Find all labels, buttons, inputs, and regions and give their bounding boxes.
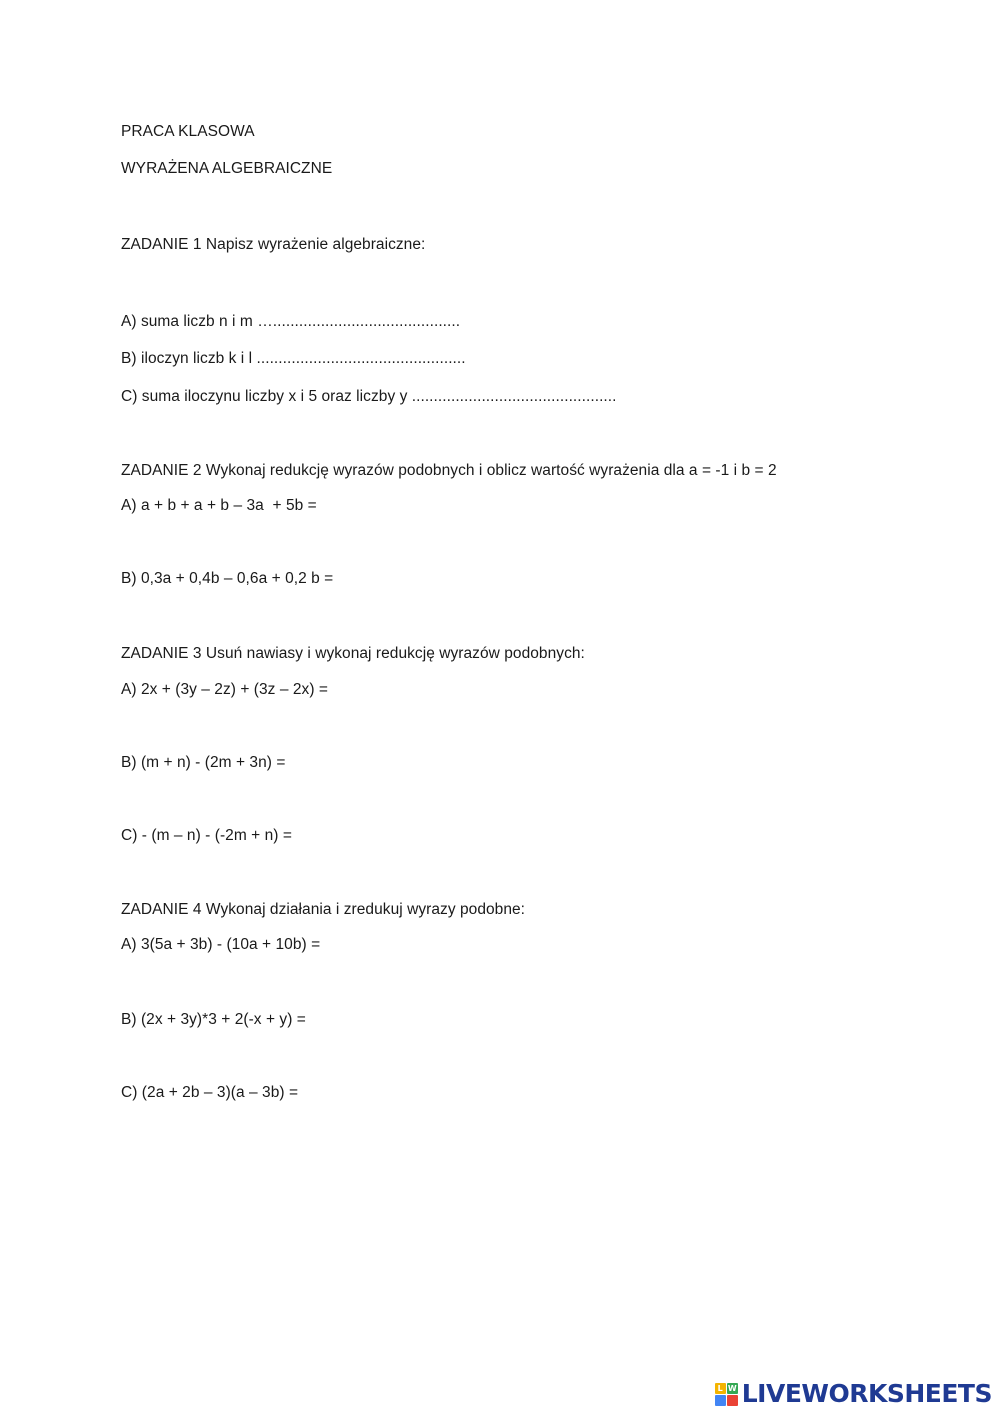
task4-heading: ZADANIE 4 Wykonaj działania i zredukuj wyrazy podobne: <box>121 901 526 918</box>
task3-item-c: C) - (m – n) - (-2m + n) = <box>121 827 292 844</box>
logo-cell <box>727 1395 738 1406</box>
task1-item-c: C) suma iloczynu liczby x i 5 oraz liczby y ............................................... <box>121 388 617 405</box>
liveworksheets-watermark <box>715 1379 992 1409</box>
task1-item-b: B) iloczyn liczb k i l ................................................ <box>121 350 466 367</box>
logo-cell <box>715 1395 726 1406</box>
document-title: PRACA KLASOWA <box>121 123 255 140</box>
task4-item-c: C) (2a + 2b – 3)(a – 3b) = <box>121 1084 299 1101</box>
document-subtitle: WYRAŻENA ALGEBRAICZNE <box>121 160 333 177</box>
task1-heading: ZADANIE 1 Napisz wyrażenie algebraiczne: <box>121 236 426 253</box>
liveworksheets-brand-text: LIVEWORKSHEETS <box>741 1379 992 1408</box>
liveworksheets-logo-icon <box>715 1383 738 1406</box>
task3-item-a: A) 2x + (3y – 2z) + (3z – 2x) = <box>121 681 329 698</box>
task2-item-b: B) 0,3a + 0,4b – 0,6a + 0,2 b = <box>121 570 334 587</box>
logo-cell: W <box>727 1383 737 1393</box>
task4-item-a: A) 3(5a + 3b) - (10a + 10b) = <box>121 936 321 953</box>
task3-heading: ZADANIE 3 Usuń nawiasy i wykonaj redukcję wyrazów podobnych: <box>121 645 585 662</box>
task2-item-a: A) a + b + a + b – 3a + 5b = <box>121 497 317 514</box>
task4-item-b: B) (2x + 3y)*3 + 2(-x + y) = <box>121 1011 306 1028</box>
logo-cell: L <box>715 1383 726 1394</box>
task3-item-b: B) (m + n) - (2m + 3n) = <box>121 754 286 771</box>
task1-item-a: A) suma liczb n i m …........................................... <box>121 313 461 330</box>
task2-heading: ZADANIE 2 Wykonaj redukcję wyrazów podobnych i oblicz wartość wyrażenia dla a = -1 i b = 2 <box>121 462 777 479</box>
